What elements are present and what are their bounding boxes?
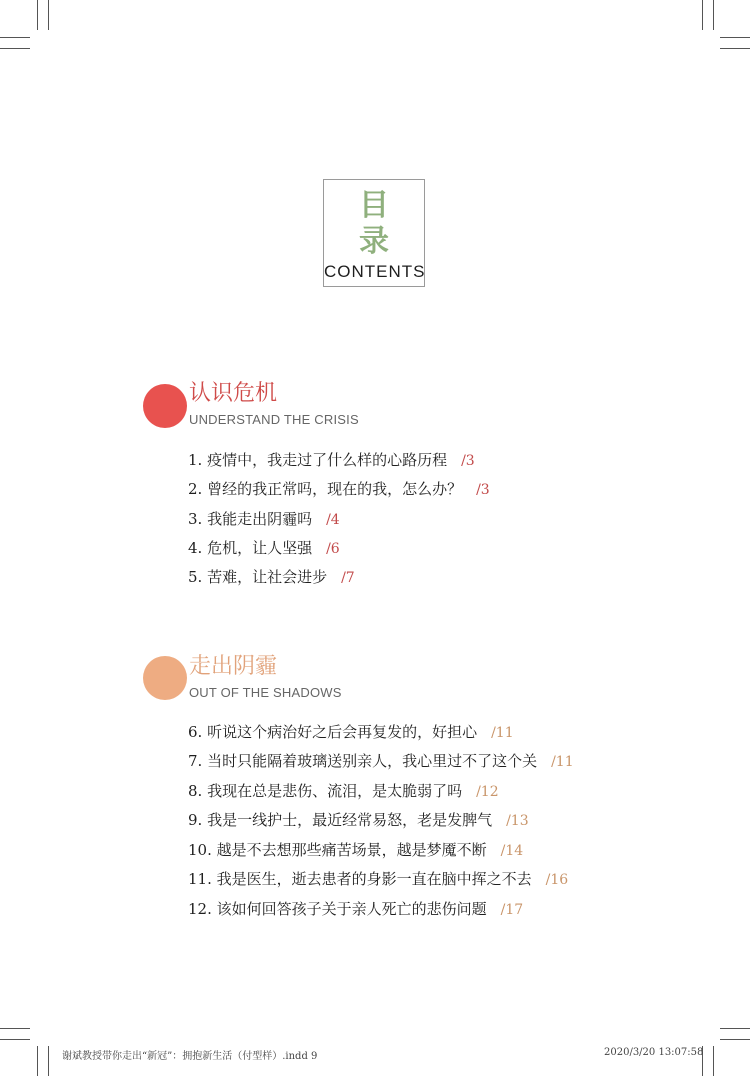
crop-mark (720, 37, 750, 38)
toc-item-label: 10. 越是不去想那些痛苦场景，越是梦魇不断 (188, 841, 487, 859)
toc-item-label: 3. 我能走出阴霾吗 (188, 510, 313, 528)
toc-item-label: 8. 我现在总是悲伤、流泪，是太脆弱了吗 (188, 782, 463, 800)
crop-mark (37, 0, 38, 30)
toc-item[interactable] (188, 479, 490, 500)
toc-item-page: /3 (461, 453, 475, 469)
toc-item-label: 9. 我是一线护士，最近经常易怒，老是发脾气 (188, 811, 493, 829)
toc-item[interactable] (188, 450, 475, 471)
toc-item[interactable] (188, 840, 523, 861)
footer-timestamp: 2020/3/20 13:07:58 (604, 1047, 704, 1058)
toc-item-label: 5. 苦难，让社会进步 (188, 568, 328, 586)
toc-item-page: /11 (551, 754, 574, 770)
section-1-subtitle: UNDERSTAND THE CRISIS (189, 412, 359, 427)
crop-mark (720, 1039, 750, 1040)
crop-mark (0, 1039, 30, 1040)
toc-item-label: 1. 疫情中，我走过了什么样的心路历程 (188, 451, 448, 469)
toc-item-page: /17 (500, 902, 524, 918)
section-1-title: 认识危机 (189, 381, 278, 406)
toc-item[interactable] (188, 781, 499, 802)
section-2-title: 走出阴霾 (189, 654, 278, 679)
toc-item[interactable] (188, 899, 523, 920)
crop-mark (0, 1028, 30, 1029)
crop-mark (48, 1046, 49, 1076)
toc-item-page: /6 (326, 541, 340, 557)
toc-item[interactable] (188, 538, 340, 559)
toc-item-page: /3 (476, 482, 490, 498)
toc-item[interactable] (188, 509, 340, 530)
section-1-circle-icon (143, 384, 187, 428)
toc-item-page: /4 (326, 512, 340, 528)
section-2-subtitle: OUT OF THE SHADOWS (189, 685, 342, 700)
crop-mark (713, 1046, 714, 1076)
crop-mark (48, 0, 49, 30)
crop-mark (720, 48, 750, 49)
title-en: CONTENTS (324, 262, 426, 281)
toc-item-page: /7 (341, 570, 355, 586)
toc-item-label: 11. 我是医生，逝去患者的身影一直在脑中挥之不去 (188, 870, 532, 888)
title-cn-char-2: 录 (359, 224, 389, 259)
toc-item-page: /11 (491, 725, 514, 741)
crop-mark (713, 0, 714, 30)
toc-item-page: /14 (500, 843, 524, 859)
toc-item[interactable] (188, 722, 514, 743)
title-cn-char-1: 目 (359, 188, 389, 223)
toc-item[interactable] (188, 810, 529, 831)
toc-item-page: /16 (545, 872, 569, 888)
crop-mark (702, 0, 703, 30)
crop-mark (720, 1028, 750, 1029)
toc-item[interactable] (188, 751, 574, 772)
toc-item-label: 7. 当时只能隔着玻璃送别亲人，我心里过不了这个关 (188, 752, 538, 770)
toc-item-label: 6. 听说这个病治好之后会再复发的，好担心 (188, 723, 478, 741)
toc-item-label: 12. 该如何回答孩子关于亲人死亡的悲伤问题 (188, 900, 487, 918)
toc-item[interactable] (188, 567, 355, 588)
toc-item-label: 4. 危机，让人坚强 (188, 539, 313, 557)
crop-mark (0, 48, 30, 49)
contents-title-box (323, 179, 425, 287)
section-2-circle-icon (143, 656, 187, 700)
toc-item-page: /13 (506, 813, 529, 829)
crop-mark (0, 37, 30, 38)
toc-item-page: /12 (476, 784, 499, 800)
crop-mark (37, 1046, 38, 1076)
footer-filename: 谢斌教授带你走出“新冠”：拥抱新生活（付型样）.indd 9 (62, 1051, 318, 1062)
toc-item[interactable] (188, 869, 568, 890)
toc-item-label: 2. 曾经的我正常吗，现在的我，怎么办？ (188, 480, 463, 498)
